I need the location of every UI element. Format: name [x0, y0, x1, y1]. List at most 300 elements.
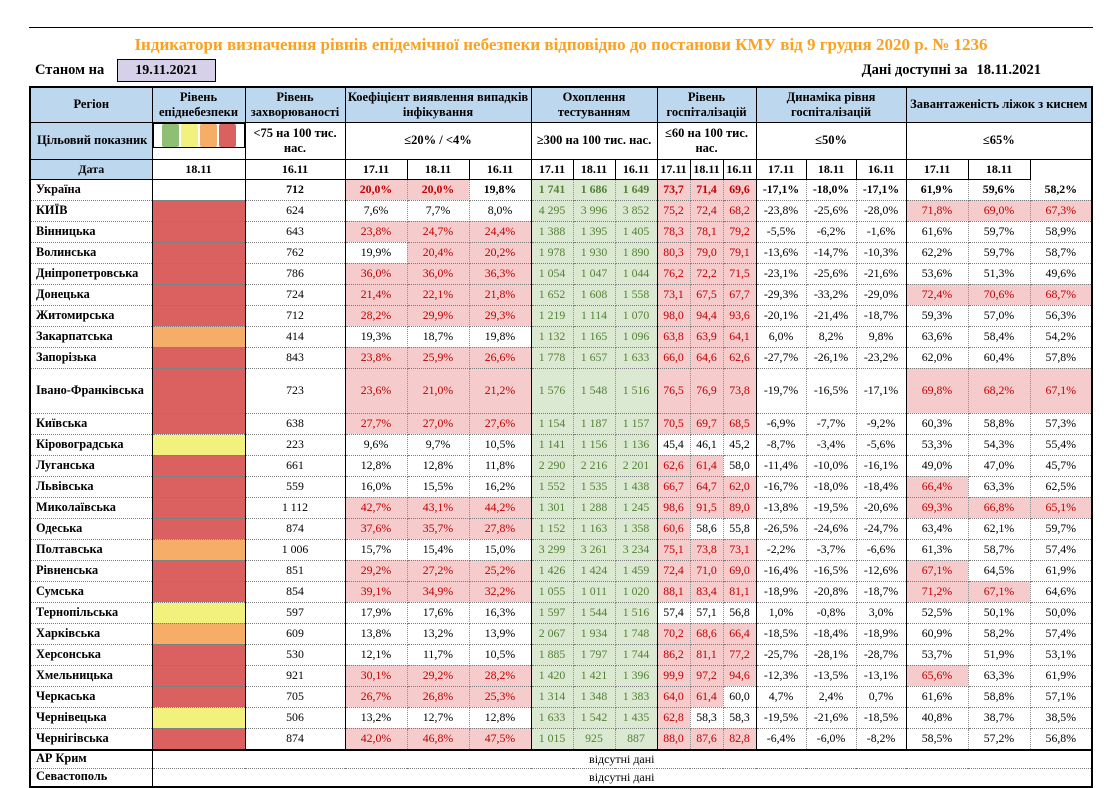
incidence-cell: 530 — [245, 644, 345, 665]
beds-cell: 62,5% — [1030, 476, 1092, 497]
detection-cell: 29,3% — [469, 305, 531, 326]
detection-cell: 29,2% — [407, 665, 469, 686]
dynamics-cell: -0,8% — [806, 602, 856, 623]
testing-cell: 1 114 — [573, 305, 615, 326]
region-name: Миколаївська — [30, 497, 152, 518]
dynamics-cell: -20,1% — [756, 305, 806, 326]
region-name: Рівненська — [30, 560, 152, 581]
target-incidence: <75 на 100 тис. нас. — [245, 122, 345, 159]
detection-cell: 29,9% — [407, 305, 469, 326]
beds-cell: 65,1% — [1030, 497, 1092, 518]
table-row — [30, 539, 1092, 560]
table-row — [30, 413, 1092, 434]
testing-cell: 1 548 — [573, 368, 615, 413]
table-row — [30, 581, 1092, 602]
testing-cell: 2 216 — [573, 455, 615, 476]
testing-cell: 1 358 — [615, 518, 657, 539]
date-cell: 18.11 — [968, 159, 1030, 179]
beds-cell: 68,2% — [968, 368, 1030, 413]
dynamics-cell: -17,1% — [856, 368, 906, 413]
as-of-label: Станом на — [35, 62, 105, 78]
beds-cell: 67,1% — [906, 560, 968, 581]
indicators-table — [29, 86, 1093, 788]
detection-cell: 8,0% — [469, 200, 531, 221]
beds-cell: 58,2% — [1030, 179, 1092, 200]
hospitalization-cell: 71,0 — [690, 560, 723, 581]
date-cell: 17.11 — [531, 159, 573, 179]
region-name: Тернопільська — [30, 602, 152, 623]
dynamics-cell: -13,8% — [756, 497, 806, 518]
epidemic-level-red — [152, 413, 245, 434]
hospitalization-cell: 60,6 — [657, 518, 690, 539]
region-name: Житомирська — [30, 305, 152, 326]
testing-cell: 1 070 — [615, 305, 657, 326]
detection-cell: 13,2% — [345, 707, 407, 728]
beds-cell: 58,7% — [1030, 242, 1092, 263]
hospitalization-cell: 66,4 — [723, 623, 756, 644]
table-row — [30, 326, 1092, 347]
col-header-epidemic-level: Рівень епіднебезпеки — [152, 87, 245, 122]
dynamics-cell: -17,1% — [756, 179, 806, 200]
testing-cell: 1 132 — [531, 326, 573, 347]
hospitalization-cell: 79,1 — [723, 242, 756, 263]
hospitalization-cell: 71,5 — [723, 263, 756, 284]
detection-cell: 7,6% — [345, 200, 407, 221]
testing-cell: 1 542 — [573, 707, 615, 728]
dynamics-cell: 9,8% — [856, 326, 906, 347]
beds-cell: 55,4% — [1030, 434, 1092, 455]
dynamics-cell: -21,4% — [806, 305, 856, 326]
incidence-cell: 712 — [245, 179, 345, 200]
no-data-cell: відсутні дані — [152, 768, 1092, 787]
dynamics-cell: -19,5% — [756, 707, 806, 728]
hospitalization-cell: 70,2 — [657, 623, 690, 644]
hospitalization-cell: 64,0 — [657, 686, 690, 707]
beds-cell: 62,1% — [968, 518, 1030, 539]
detection-cell: 21,0% — [407, 368, 469, 413]
as-of-date-box: 19.11.2021 — [117, 59, 215, 82]
beds-cell: 56,3% — [1030, 305, 1092, 326]
hospitalization-cell: 73,8 — [723, 368, 756, 413]
beds-cell: 59,3% — [906, 305, 968, 326]
detection-cell: 25,9% — [407, 347, 469, 368]
dynamics-cell: -6,6% — [856, 539, 906, 560]
dynamics-cell: -3,4% — [806, 434, 856, 455]
beds-cell: 38,5% — [1030, 707, 1092, 728]
incidence-cell: 506 — [245, 707, 345, 728]
hospitalization-cell: 78,1 — [690, 221, 723, 242]
incidence-cell: 624 — [245, 200, 345, 221]
detection-cell: 39,1% — [345, 581, 407, 602]
testing-cell: 1 141 — [531, 434, 573, 455]
hospitalization-cell: 71,4 — [690, 179, 723, 200]
dynamics-cell: -21,6% — [856, 263, 906, 284]
hospitalization-cell: 62,6 — [657, 455, 690, 476]
epidemic-level-red — [152, 368, 245, 413]
detection-cell: 19,8% — [469, 179, 531, 200]
hospitalization-cell: 69,7 — [690, 413, 723, 434]
beds-cell: 57,0% — [968, 305, 1030, 326]
region-name: Херсонська — [30, 644, 152, 665]
beds-cell: 57,2% — [968, 728, 1030, 750]
detection-cell: 36,0% — [407, 263, 469, 284]
testing-cell: 1 388 — [531, 221, 573, 242]
epidemic-level-red — [152, 221, 245, 242]
hospitalization-cell: 55,8 — [723, 518, 756, 539]
legend-swatch — [181, 124, 198, 147]
detection-cell: 20,4% — [407, 242, 469, 263]
epidemic-level-yellow — [152, 602, 245, 623]
beds-cell: 59,6% — [968, 179, 1030, 200]
col-header-hospitalization: Рівень госпіталізацій — [657, 87, 756, 122]
region-name: Київська — [30, 413, 152, 434]
col-header-incidence: Рівень захворюваності — [245, 87, 345, 122]
detection-cell: 13,2% — [407, 623, 469, 644]
beds-cell: 61,3% — [906, 539, 968, 560]
beds-cell: 53,7% — [906, 644, 968, 665]
legend-swatch — [219, 124, 236, 147]
detection-cell: 15,7% — [345, 539, 407, 560]
beds-cell: 58,4% — [968, 326, 1030, 347]
detection-cell: 42,7% — [345, 497, 407, 518]
dynamics-cell: -20,6% — [856, 497, 906, 518]
hospitalization-cell: 61,4 — [690, 686, 723, 707]
epidemic-level-orange — [152, 326, 245, 347]
beds-cell: 69,3% — [906, 497, 968, 518]
dynamics-cell: -16,7% — [756, 476, 806, 497]
beds-cell: 54,2% — [1030, 326, 1092, 347]
hospitalization-cell: 63,8 — [657, 326, 690, 347]
region-name: Україна — [30, 179, 152, 200]
testing-cell: 1 011 — [573, 581, 615, 602]
report-content — [29, 27, 1093, 788]
detection-cell: 46,8% — [407, 728, 469, 750]
dynamics-cell: -2,2% — [756, 539, 806, 560]
testing-cell: 1 383 — [615, 686, 657, 707]
detection-cell: 42,0% — [345, 728, 407, 750]
detection-cell: 10,5% — [469, 644, 531, 665]
beds-cell: 54,3% — [968, 434, 1030, 455]
dynamics-cell: -1,6% — [856, 221, 906, 242]
legend-swatch — [162, 124, 179, 147]
beds-cell: 58,5% — [906, 728, 968, 750]
detection-cell: 20,0% — [407, 179, 469, 200]
hospitalization-cell: 57,1 — [690, 602, 723, 623]
table-row — [30, 768, 1092, 787]
testing-cell: 1 314 — [531, 686, 573, 707]
testing-cell: 1 054 — [531, 263, 573, 284]
table-row — [30, 284, 1092, 305]
testing-cell: 1 435 — [615, 707, 657, 728]
detection-cell: 12,8% — [407, 455, 469, 476]
date-incidence: 18.11 — [152, 159, 245, 179]
table-row — [30, 602, 1092, 623]
detection-cell: 15,4% — [407, 539, 469, 560]
beds-cell: 50,0% — [1030, 602, 1092, 623]
detection-cell: 12,8% — [469, 707, 531, 728]
region-name: Черкаська — [30, 686, 152, 707]
dynamics-cell: -25,6% — [806, 200, 856, 221]
region-name: АР Крим — [30, 750, 152, 769]
hospitalization-cell: 81,1 — [690, 644, 723, 665]
hospitalization-cell: 60,0 — [723, 686, 756, 707]
hospitalization-cell: 62,8 — [657, 707, 690, 728]
detection-cell: 26,8% — [407, 686, 469, 707]
available-label: Дані доступні за — [861, 62, 968, 78]
detection-cell: 12,7% — [407, 707, 469, 728]
detection-cell: 30,1% — [345, 665, 407, 686]
testing-cell: 3 299 — [531, 539, 573, 560]
detection-cell: 19,8% — [469, 326, 531, 347]
dynamics-cell: -13,5% — [806, 665, 856, 686]
hospitalization-cell: 76,2 — [657, 263, 690, 284]
beds-cell: 64,5% — [968, 560, 1030, 581]
dynamics-cell: -9,2% — [856, 413, 906, 434]
beds-cell: 69,0% — [968, 200, 1030, 221]
hospitalization-cell: 99,9 — [657, 665, 690, 686]
hospitalization-cell: 97,2 — [690, 665, 723, 686]
hospitalization-cell: 67,5 — [690, 284, 723, 305]
testing-cell: 1 187 — [573, 413, 615, 434]
detection-cell: 11,7% — [407, 644, 469, 665]
dynamics-cell: -20,8% — [806, 581, 856, 602]
beds-cell: 62,2% — [906, 242, 968, 263]
dynamics-cell: -18,4% — [806, 623, 856, 644]
beds-cell: 63,6% — [906, 326, 968, 347]
hospitalization-cell: 69,6 — [723, 179, 756, 200]
hospitalization-cell: 58,3 — [723, 707, 756, 728]
dynamics-cell: -5,6% — [856, 434, 906, 455]
hospitalization-cell: 83,4 — [690, 581, 723, 602]
table-row — [30, 750, 1092, 769]
hospitalization-cell: 98,0 — [657, 305, 690, 326]
detection-cell: 32,2% — [469, 581, 531, 602]
dynamics-cell: -27,7% — [756, 347, 806, 368]
epidemic-level-legend — [153, 123, 245, 148]
region-name: Хмельницька — [30, 665, 152, 686]
epidemic-level-yellow — [152, 434, 245, 455]
table-row — [30, 476, 1092, 497]
dynamics-cell: -13,1% — [856, 665, 906, 686]
testing-cell: 1 156 — [573, 434, 615, 455]
target-dynamics: ≤50% — [756, 122, 906, 159]
legend-swatch — [200, 124, 217, 147]
testing-cell: 1 165 — [573, 326, 615, 347]
date-cell: 16.11 — [856, 159, 906, 179]
dynamics-cell: -19,5% — [806, 497, 856, 518]
beds-cell: 59,7% — [968, 221, 1030, 242]
detection-cell: 36,0% — [345, 263, 407, 284]
testing-cell: 1 219 — [531, 305, 573, 326]
testing-cell: 1 744 — [615, 644, 657, 665]
date-cell: 18.11 — [690, 159, 723, 179]
incidence-cell: 874 — [245, 728, 345, 750]
detection-cell: 29,2% — [345, 560, 407, 581]
testing-cell: 1 552 — [531, 476, 573, 497]
testing-cell: 887 — [615, 728, 657, 750]
detection-cell: 24,7% — [407, 221, 469, 242]
testing-cell: 1 657 — [573, 347, 615, 368]
testing-cell: 1 741 — [531, 179, 573, 200]
date-cell: 17.11 — [906, 159, 968, 179]
beds-cell: 63,3% — [968, 665, 1030, 686]
epidemic-level-red — [152, 305, 245, 326]
testing-cell: 1 459 — [615, 560, 657, 581]
dynamics-cell: -3,7% — [806, 539, 856, 560]
dynamics-cell: -23,8% — [756, 200, 806, 221]
testing-cell: 3 261 — [573, 539, 615, 560]
testing-cell: 1 157 — [615, 413, 657, 434]
beds-cell: 64,6% — [1030, 581, 1092, 602]
epidemic-level-red — [152, 455, 245, 476]
available-date: 18.11.2021 — [976, 62, 1041, 78]
beds-cell: 61,6% — [906, 221, 968, 242]
hospitalization-cell: 79,2 — [723, 221, 756, 242]
detection-cell: 20,2% — [469, 242, 531, 263]
hospitalization-cell: 86,2 — [657, 644, 690, 665]
beds-cell: 60,9% — [906, 623, 968, 644]
beds-cell: 61,9% — [1030, 665, 1092, 686]
beds-cell: 45,7% — [1030, 455, 1092, 476]
hospitalization-cell: 64,1 — [723, 326, 756, 347]
beds-cell: 57,1% — [1030, 686, 1092, 707]
dynamics-cell: -21,6% — [806, 707, 856, 728]
region-name: Вінницька — [30, 221, 152, 242]
table-row — [30, 221, 1092, 242]
testing-cell: 2 201 — [615, 455, 657, 476]
target-detection: ≤20% / <4% — [345, 122, 531, 159]
hospitalization-cell: 93,6 — [723, 305, 756, 326]
epidemic-level-red — [152, 728, 245, 750]
incidence-cell: 609 — [245, 623, 345, 644]
dynamics-cell: -28,0% — [856, 200, 906, 221]
dynamics-cell: -24,6% — [806, 518, 856, 539]
incidence-cell: 724 — [245, 284, 345, 305]
dynamics-cell: -17,1% — [856, 179, 906, 200]
table-row — [30, 200, 1092, 221]
beds-cell: 67,1% — [968, 581, 1030, 602]
dynamics-cell: -8,7% — [756, 434, 806, 455]
detection-cell: 47,5% — [469, 728, 531, 750]
testing-cell: 1 348 — [573, 686, 615, 707]
testing-cell: 2 290 — [531, 455, 573, 476]
hospitalization-cell: 68,2 — [723, 200, 756, 221]
date-cell: 17.11 — [657, 159, 690, 179]
incidence-cell: 874 — [245, 518, 345, 539]
detection-cell: 20,0% — [345, 179, 407, 200]
dynamics-cell: -10,0% — [806, 455, 856, 476]
table-row — [30, 518, 1092, 539]
beds-cell: 71,8% — [906, 200, 968, 221]
epidemic-level-red — [152, 665, 245, 686]
detection-cell: 12,8% — [345, 455, 407, 476]
date-cell: 16.11 — [615, 159, 657, 179]
testing-cell: 1 396 — [615, 665, 657, 686]
testing-cell: 1 535 — [573, 476, 615, 497]
dynamics-cell: -16,5% — [806, 368, 856, 413]
region-name: Чернівецька — [30, 707, 152, 728]
hospitalization-cell: 77,2 — [723, 644, 756, 665]
date-cell: 18.11 — [407, 159, 469, 179]
hospitalization-cell: 69,0 — [723, 560, 756, 581]
detection-cell: 16,2% — [469, 476, 531, 497]
detection-cell: 26,6% — [469, 347, 531, 368]
epidemic-level-none — [152, 179, 245, 200]
region-name: Івано-Франківська — [30, 368, 152, 413]
dynamics-cell: -25,7% — [756, 644, 806, 665]
region-name: Севастополь — [30, 768, 152, 787]
incidence-cell: 723 — [245, 368, 345, 413]
date-row-label: Дата — [30, 159, 152, 179]
dynamics-cell: -6,4% — [756, 728, 806, 750]
incidence-cell: 1 006 — [245, 539, 345, 560]
detection-cell: 25,3% — [469, 686, 531, 707]
detection-cell: 44,2% — [469, 497, 531, 518]
detection-cell: 37,6% — [345, 518, 407, 539]
dynamics-cell: -18,9% — [756, 581, 806, 602]
incidence-cell: 1 112 — [245, 497, 345, 518]
hospitalization-cell: 70,5 — [657, 413, 690, 434]
target-beds: ≤65% — [906, 122, 1092, 159]
testing-cell: 1 686 — [573, 179, 615, 200]
beds-cell: 60,4% — [968, 347, 1030, 368]
hospitalization-cell: 88,0 — [657, 728, 690, 750]
beds-cell: 53,6% — [906, 263, 968, 284]
dynamics-cell: -6,2% — [806, 221, 856, 242]
dynamics-cell: 8,2% — [806, 326, 856, 347]
testing-cell: 1 047 — [573, 263, 615, 284]
testing-cell: 1 163 — [573, 518, 615, 539]
date-cell: 17.11 — [756, 159, 806, 179]
detection-cell: 43,1% — [407, 497, 469, 518]
hospitalization-cell: 67,7 — [723, 284, 756, 305]
testing-cell: 3 852 — [615, 200, 657, 221]
dynamics-cell: -12,6% — [856, 560, 906, 581]
region-name: Сумська — [30, 581, 152, 602]
dynamics-cell: -8,2% — [856, 728, 906, 750]
beds-cell: 61,9% — [906, 179, 968, 200]
beds-cell: 58,7% — [968, 539, 1030, 560]
table-row — [30, 686, 1092, 707]
region-name: Полтавська — [30, 539, 152, 560]
dynamics-cell: -29,3% — [756, 284, 806, 305]
hospitalization-cell: 62,0 — [723, 476, 756, 497]
detection-cell: 7,7% — [407, 200, 469, 221]
detection-cell: 19,3% — [345, 326, 407, 347]
hospitalization-cell: 64,7 — [690, 476, 723, 497]
testing-cell: 1 096 — [615, 326, 657, 347]
hospitalization-cell: 82,8 — [723, 728, 756, 750]
table-row — [30, 347, 1092, 368]
testing-cell: 1 516 — [615, 602, 657, 623]
region-name: Львівська — [30, 476, 152, 497]
beds-cell: 63,3% — [968, 476, 1030, 497]
hospitalization-cell: 76,9 — [690, 368, 723, 413]
page-title: Індикатори визначення рівнів епідемічної небезпеки відповідно до постанови КМУ від 9 грудня 2020 р. № 1236 — [134, 35, 988, 54]
dynamics-cell: -12,3% — [756, 665, 806, 686]
testing-cell: 1 055 — [531, 581, 573, 602]
dynamics-cell: -18,5% — [856, 707, 906, 728]
incidence-cell: 661 — [245, 455, 345, 476]
beds-cell: 68,7% — [1030, 284, 1092, 305]
testing-cell: 1 778 — [531, 347, 573, 368]
region-name: Одеська — [30, 518, 152, 539]
epidemic-level-red — [152, 263, 245, 284]
target-hospitalization: ≤60 на 100 тис. нас. — [657, 122, 756, 159]
hospitalization-cell: 98,6 — [657, 497, 690, 518]
testing-cell: 1 136 — [615, 434, 657, 455]
testing-cell: 1 885 — [531, 644, 573, 665]
